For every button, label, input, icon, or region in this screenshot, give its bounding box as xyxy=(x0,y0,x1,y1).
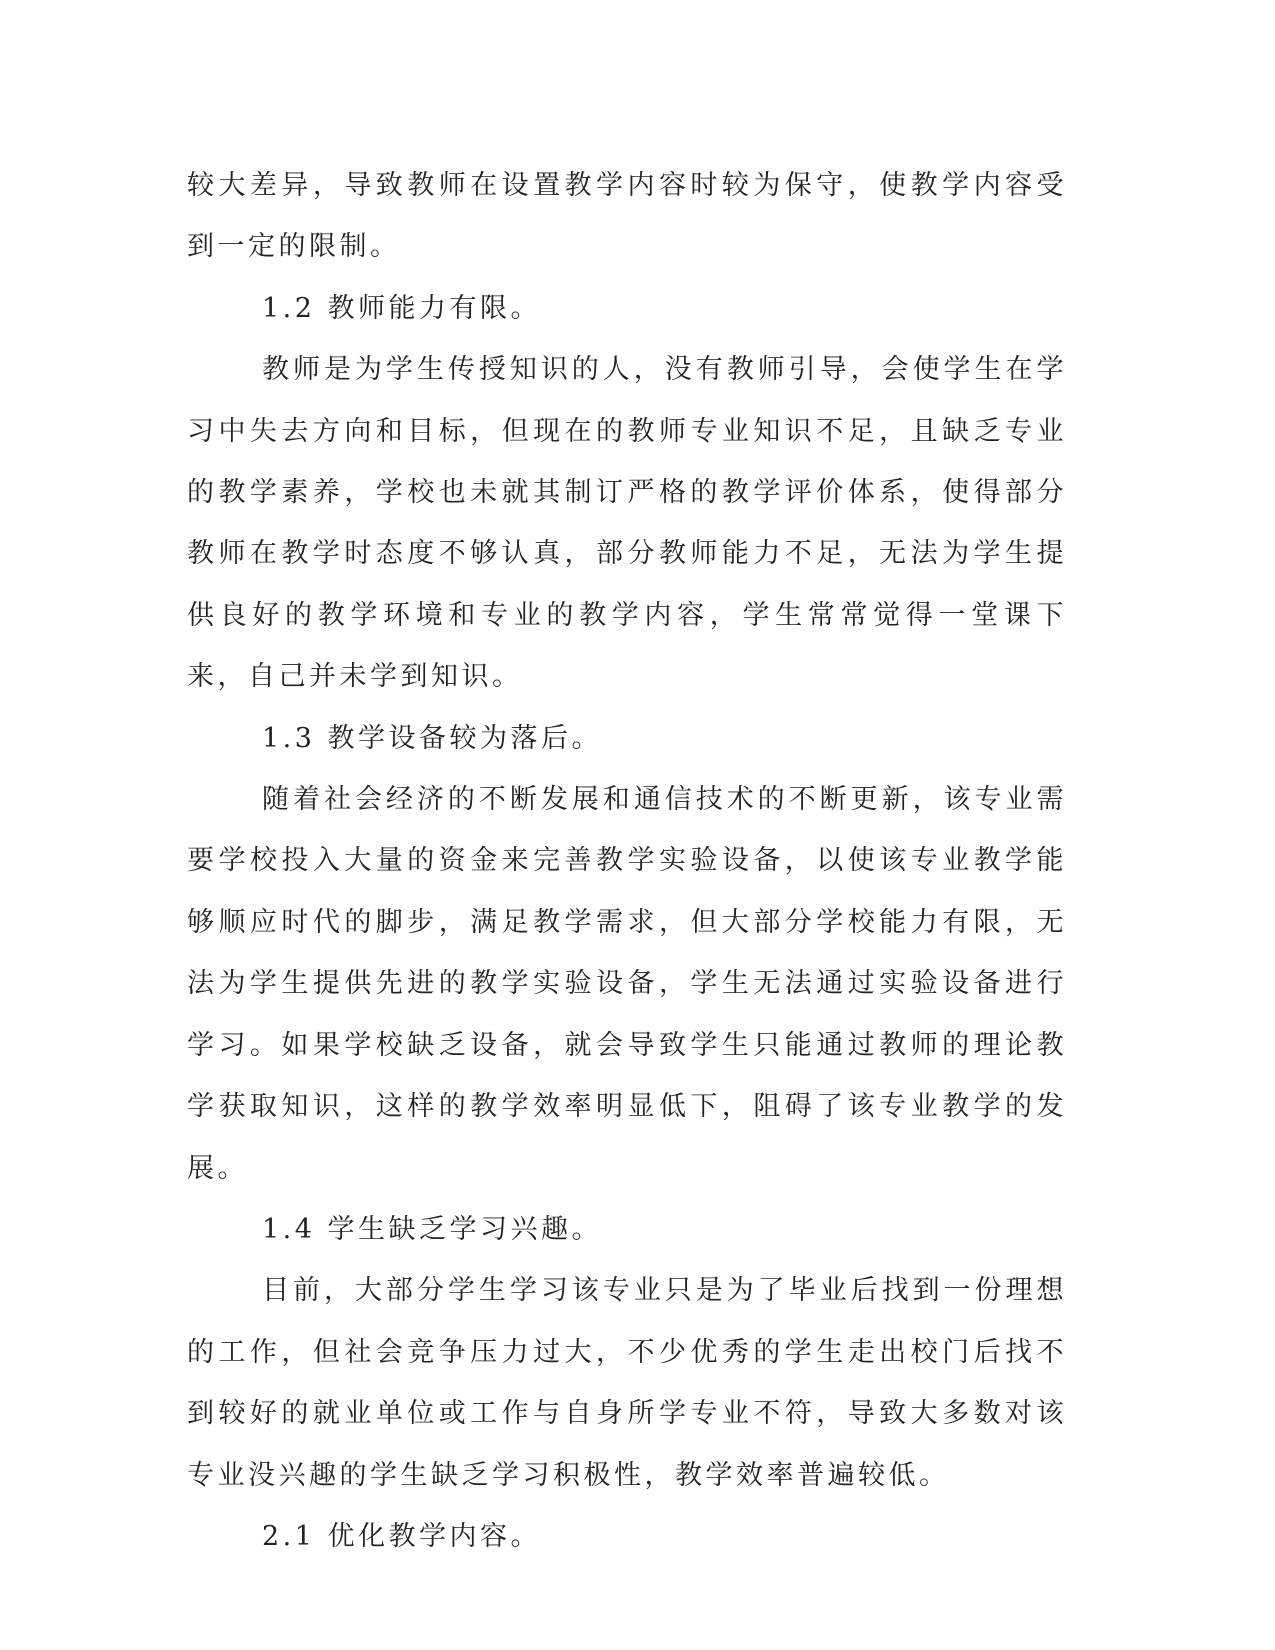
section-heading-1-4: 1.4 学生缺乏学习兴趣。 xyxy=(262,1213,603,1245)
paragraph-teacher-ability: 教师是为学生传授知识的人，没有教师引导，会使学生在学习中失去方向和目标，但现在的教师专业知识不足，且缺乏专业的教学素养，学校也未就其制订严格的教学评价体系，使得部分教师在教学时态度不够认真，部分教师能力不足，无法为学生提供良好的教学环境和专业的教学内容，学生常常觉得一堂课下来，自己并未学到知识。 xyxy=(187,354,1067,693)
paragraph-continuation: 较大差异，导致教师在设置教学内容时较为保守，使教学内容受到一定的限制。 xyxy=(187,170,1067,263)
section-heading-2-1: 2.1 优化教学内容。 xyxy=(262,1520,542,1552)
section-heading-1-3: 1.3 教学设备较为落后。 xyxy=(262,722,603,754)
document-body xyxy=(187,155,1067,1567)
section-heading-1-2: 1.2 教师能力有限。 xyxy=(262,292,542,324)
paragraph-equipment: 随着社会经济的不断发展和通信技术的不断更新，该专业需要学校投入大量的资金来完善教学实验设备，以使该专业教学能够顺应时代的脚步，满足教学需求，但大部分学校能力有限，无法为学生提供先进的教学实验设备，学生无法通过实验设备进行学习。如果学校缺乏设备，就会导致学生只能通过教师的理论教学获取知识，这样的教学效率明显低下，阻碍了该专业教学的发展。 xyxy=(187,784,1067,1184)
paragraph-student-interest: 目前，大部分学生学习该专业只是为了毕业后找到一份理想的工作，但社会竞争压力过大，不少优秀的学生走出校门后找不到较好的就业单位或工作与自身所学专业不符，导致大多数对该专业没兴趣的学生缺乏学习积极性，教学效率普遍较低。 xyxy=(187,1275,1067,1491)
